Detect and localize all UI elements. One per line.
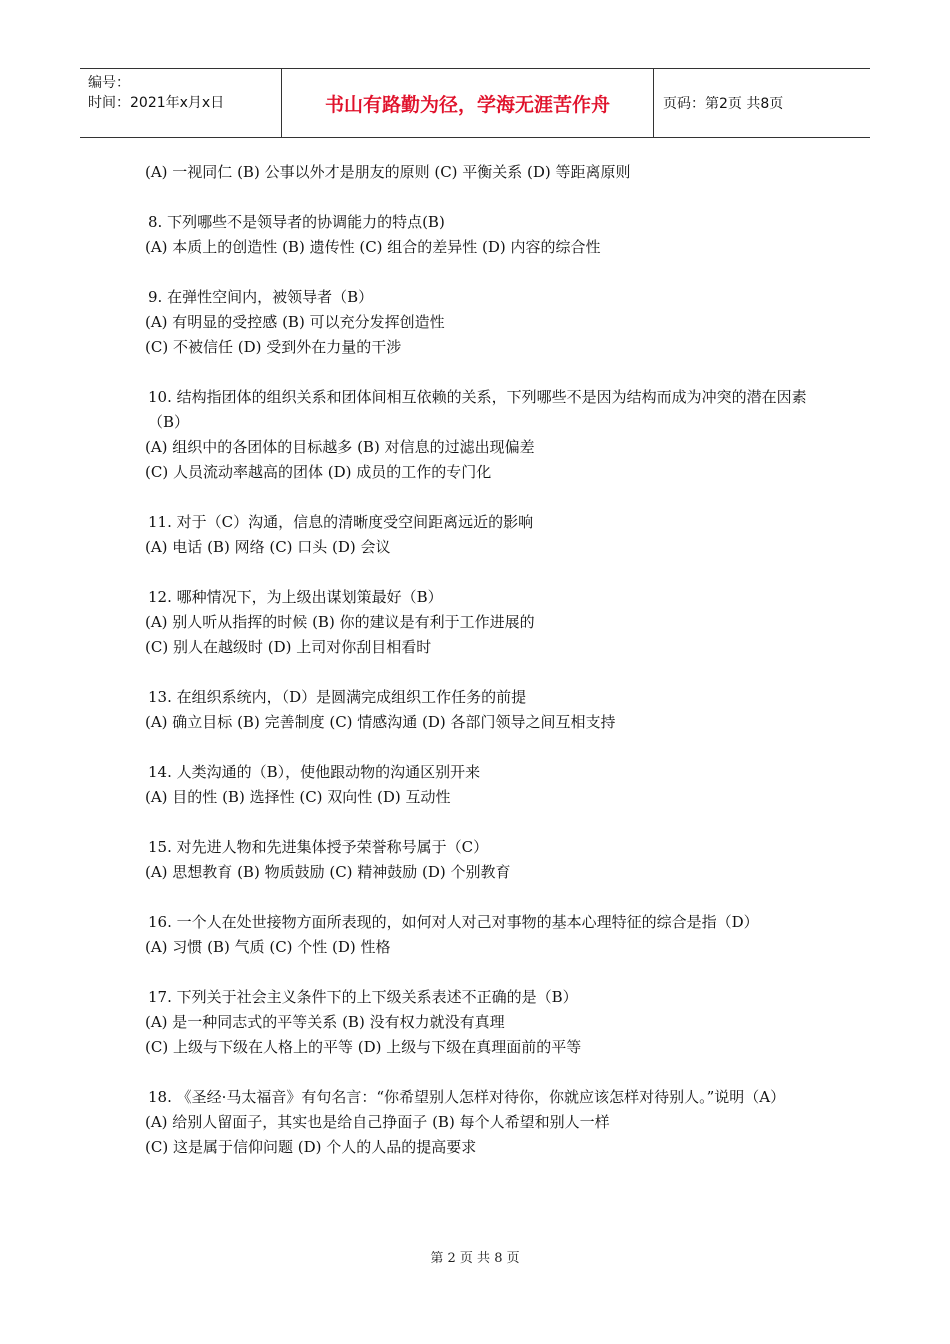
question-block — [145, 285, 825, 360]
answer-options: (A) 确立目标 (B) 完善制度 (C) 情感沟通 (D) 各部门领导之间互相支持 — [145, 713, 616, 731]
question-block — [145, 685, 825, 735]
header-page-info: 页码：第2页 共8页 — [663, 96, 784, 112]
question-block — [145, 910, 825, 960]
answer-options: (A) 电话 (B) 网络 (C) 口头 (D) 会议 — [145, 538, 391, 556]
question-stem: 8. 下列哪些不是领导者的协调能力的特点(B) — [148, 213, 445, 231]
question-block — [145, 760, 825, 810]
answer-options: (C) 人员流动率越高的团体 (D) 成员的工作的专门化 — [145, 463, 492, 481]
question-block — [145, 210, 825, 260]
date-label: 时间：2021年x月x日 — [88, 95, 225, 111]
answer-options: (A) 是一种同志式的平等关系 (B) 没有权力就没有真理 — [145, 1013, 505, 1031]
answer-options: (A) 目的性 (B) 选择性 (C) 双向性 (D) 互动性 — [145, 788, 451, 806]
question-stem: 9. 在弹性空间内，被领导者（B） — [148, 288, 374, 306]
answer-options: (A) 组织中的各团体的目标越多 (B) 对信息的过滤出现偏差 — [145, 438, 535, 456]
number-label: 编号： — [88, 75, 130, 91]
question-stem: 16. 一个人在处世接物方面所表现的，如何对人对己对事物的基本心理特征的综合是指（D） — [148, 913, 759, 931]
question-stem: 11. 对于（C）沟通，信息的清晰度受空间距离远近的影响 — [148, 513, 534, 531]
answer-options: (C) 这是属于信仰问题 (D) 个人的人品的提高要求 — [145, 1138, 477, 1156]
question-block — [145, 510, 825, 560]
question-stem: 18. 《圣经·马太福音》有句名言：“你希望别人怎样对待你，你就应该怎样对待别人。”说明（A） — [148, 1088, 786, 1106]
question-stem: 13. 在组织系统内，（D）是圆满完成组织工作任务的前提 — [148, 688, 527, 706]
question-block — [145, 160, 825, 185]
question-stem: 15. 对先进人物和先进集体授予荣誉称号属于（C） — [148, 838, 489, 856]
question-block — [145, 385, 825, 485]
header-motto: 书山有路勤为径，学海无涯苦作舟 — [282, 69, 654, 137]
question-block — [145, 585, 825, 660]
question-block — [145, 1085, 825, 1160]
answer-options: (C) 不被信任 (D) 受到外在力量的干涉 — [145, 338, 402, 356]
answer-options: (A) 习惯 (B) 气质 (C) 个性 (D) 性格 — [145, 938, 391, 956]
answer-options: (A) 思想教育 (B) 物质鼓励 (C) 精神鼓励 (D) 个别教育 — [145, 863, 511, 881]
header-meta — [80, 69, 282, 137]
question-block — [145, 835, 825, 885]
answer-options: (C) 上级与下级在人格上的平等 (D) 上级与下级在真理面前的平等 — [145, 1038, 582, 1056]
answer-options: (A) 有明显的受控感 (B) 可以充分发挥创造性 — [145, 313, 445, 331]
page-header — [80, 68, 870, 138]
question-list — [145, 160, 825, 1185]
answer-options: (A) 别人听从指挥的时候 (B) 你的建议是有利于工作进展的 — [145, 613, 535, 631]
question-block — [145, 985, 825, 1060]
question-stem: 14. 人类沟通的（B），使他跟动物的沟通区别开来 — [148, 763, 481, 781]
question-stem: 17. 下列关于社会主义条件下的上下级关系表述不正确的是（B） — [148, 988, 578, 1006]
answer-options: (C) 别人在越级时 (D) 上司对你刮目相看时 — [145, 638, 432, 656]
question-stem: 12. 哪种情况下，为上级出谋划策最好（B） — [148, 588, 443, 606]
answer-options: (A) 一视同仁 (B) 公事以外才是朋友的原则 (C) 平衡关系 (D) 等距离原则 — [145, 163, 631, 181]
page-footer: 第 2 页 共 8 页 — [430, 1251, 520, 1266]
question-stem: 10. 结构指团体的组织关系和团体间相互依赖的关系，下列哪些不是因为结构而成为冲突的潜在因素（B） — [148, 388, 807, 431]
answer-options: (A) 给别人留面子，其实也是给自己挣面子 (B) 每个人希望和别人一样 — [145, 1113, 610, 1131]
answer-options: (A) 本质上的创造性 (B) 遗传性 (C) 组合的差异性 (D) 内容的综合性 — [145, 238, 601, 256]
